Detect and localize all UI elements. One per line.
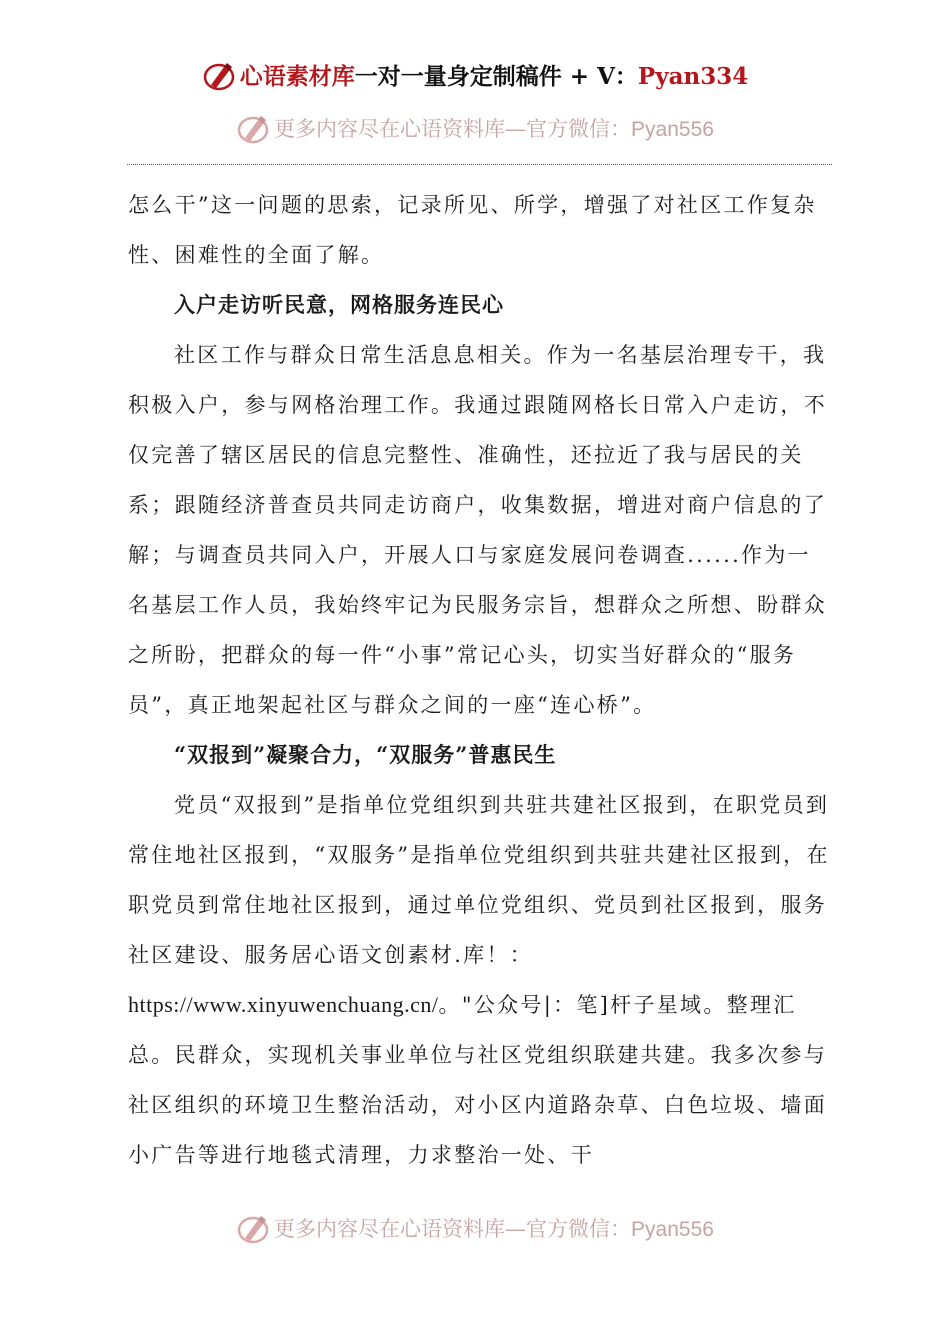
watermark-wechat-id: Pyan556	[631, 1218, 714, 1241]
paragraph-2-part1: 党员“双报到”是指单位党组织到共驻共建社区报到，在职党员到常住地社区报到，“双服务”是指单位党组织到共驻共建社区报到，在职党员到常住地社区报到，通过单位党组织、党员到社区报到，服务社区建设、服务居心语文创素材.库！：	[128, 793, 830, 967]
header-divider	[127, 164, 832, 165]
watermark-text: 更多内容尽在心语资料库—官方微信：	[274, 1217, 632, 1241]
watermark-text: 更多内容尽在心语资料库—官方微信：	[274, 117, 632, 141]
header-tagline: 一对一量身定制稿件 + V：	[354, 63, 638, 90]
paragraph-intro: 怎么干”这一问题的思索，记录所见、所学，增强了对社区工作复杂性、困难性的全面了解。	[128, 193, 817, 267]
document-body	[128, 180, 832, 1180]
header-contact-id: Pyan334	[637, 63, 749, 90]
pen-logo-icon	[202, 59, 236, 93]
paragraph-2	[128, 780, 832, 1180]
watermark-bottom	[0, 1213, 950, 1248]
paragraph-2-part2: 。"公众号|：笔]杆子星域。整理汇总。民群众，实现机关事业单位与社区党组织联建共建。我多次参与社区组织的环境卫生整治活动，对小区内道路杂草、白色垃圾、墙面小广告等进行地毯式清理，力求整治一处、干	[128, 993, 827, 1167]
pen-logo-icon	[236, 1212, 270, 1246]
section-heading-1: 入户走访听民意，网格服务连民心	[174, 292, 504, 317]
watermark-wechat-id: Pyan556	[631, 118, 714, 141]
paragraph-2-url: https://www.xinyuwenchuang.cn/	[128, 992, 439, 1017]
section-heading-2: “双报到”凝聚合力，“双服务”普惠民生	[174, 742, 557, 767]
header-banner	[0, 58, 950, 95]
watermark-top	[0, 113, 950, 148]
paragraph-1: 社区工作与群众日常生活息息相关。作为一名基层治理专干，我积极入户，参与网格治理工作。我通过跟随网格长日常入户走访，不仅完善了辖区居民的信息完整性、准确性，还拉近了我与居民的关系；跟随经济普查员共同走访商户，收集数据，增进对商户信息的了解；与调查员共同入户，开展人口与家庭发展问卷调查......作为一名基层工作人员，我始终牢记为民服务宗旨，想群众之所想、盼群众之所盼，把群众的每一件“小事”常记心头，切实当好群众的“服务员”，真正地架起社区与群众之间的一座“连心桥”。	[128, 343, 827, 717]
pen-logo-icon	[236, 112, 270, 146]
header-brand: 心语素材库	[239, 63, 355, 90]
